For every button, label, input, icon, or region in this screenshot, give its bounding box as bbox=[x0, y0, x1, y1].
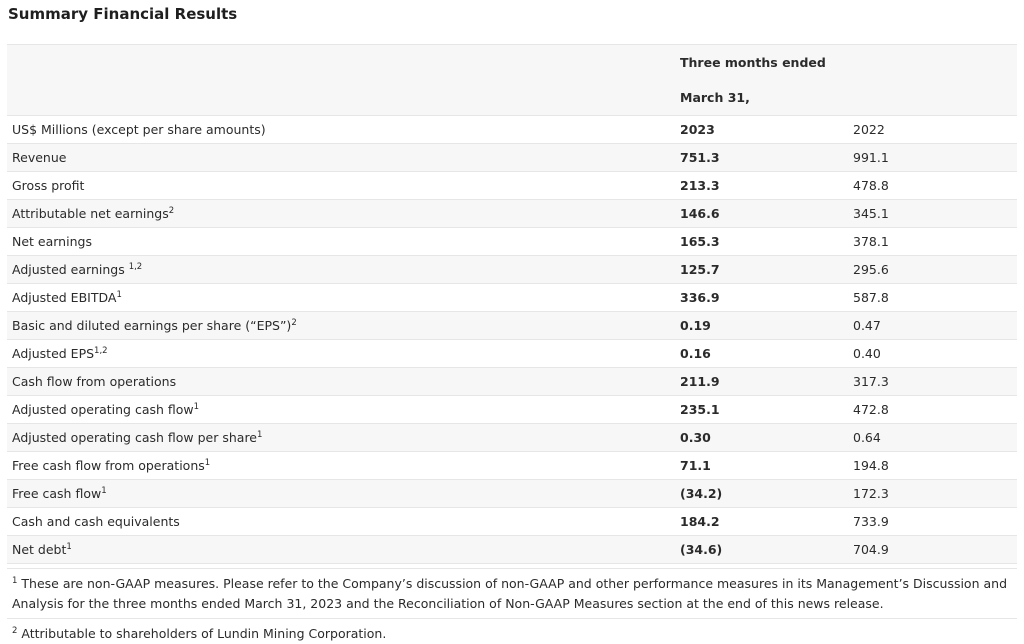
table-row bbox=[7, 172, 1017, 200]
row-value-2022: 172.3 bbox=[848, 480, 1017, 508]
table-row bbox=[7, 144, 1017, 172]
row-value-2022: 194.8 bbox=[848, 452, 1017, 480]
row-label-cell bbox=[7, 172, 675, 200]
row-label: Attributable net earnings bbox=[12, 206, 169, 221]
row-value-2022: 295.6 bbox=[848, 256, 1017, 284]
row-label-cell bbox=[7, 508, 675, 536]
row-label: Cash and cash equivalents bbox=[12, 514, 180, 529]
row-value-2022: 991.1 bbox=[848, 144, 1017, 172]
row-label-cell bbox=[7, 424, 675, 452]
table-row bbox=[7, 424, 1017, 452]
table-row bbox=[7, 340, 1017, 368]
row-label: Basic and diluted earnings per share (“EPS”) bbox=[12, 318, 292, 333]
row-label-cell bbox=[7, 200, 675, 228]
row-footnote-ref: 1 bbox=[116, 290, 122, 300]
row-value-2022: 472.8 bbox=[848, 396, 1017, 424]
row-value-2023: 235.1 bbox=[675, 396, 848, 424]
footnote-2-text: Attributable to shareholders of Lundin Mining Corporation. bbox=[17, 626, 387, 641]
row-footnote-ref: 1,2 bbox=[128, 262, 143, 272]
column-header-label: US$ Millions (except per share amounts) bbox=[7, 116, 675, 144]
row-value-2022: 345.1 bbox=[848, 200, 1017, 228]
table-row bbox=[7, 396, 1017, 424]
row-value-2023: 165.3 bbox=[675, 228, 848, 256]
row-label: Adjusted earnings bbox=[12, 262, 129, 277]
row-label-cell bbox=[7, 480, 675, 508]
row-value-2023: 751.3 bbox=[675, 144, 848, 172]
row-label: Net debt bbox=[12, 542, 67, 557]
table-row bbox=[7, 256, 1017, 284]
table-row bbox=[7, 508, 1017, 536]
row-value-2023: 213.3 bbox=[675, 172, 848, 200]
summary-financial-table bbox=[7, 44, 1017, 564]
row-label-cell bbox=[7, 396, 675, 424]
row-label-cell bbox=[7, 144, 675, 172]
footnote-1-mark: 1 bbox=[12, 576, 18, 586]
row-label: Gross profit bbox=[12, 178, 85, 193]
row-value-2023: (34.2) bbox=[675, 480, 848, 508]
row-label: Revenue bbox=[12, 150, 67, 165]
row-value-2022: 733.9 bbox=[848, 508, 1017, 536]
row-value-2022: 587.8 bbox=[848, 284, 1017, 312]
row-label-cell bbox=[7, 312, 675, 340]
row-value-2022: 317.3 bbox=[848, 368, 1017, 396]
footnote-2 bbox=[7, 618, 1017, 644]
table-row bbox=[7, 536, 1017, 564]
row-value-2022: 704.9 bbox=[848, 536, 1017, 564]
row-footnote-ref: 2 bbox=[168, 206, 175, 216]
row-value-2022: 378.1 bbox=[848, 228, 1017, 256]
footnote-1-text: These are non-GAAP measures. Please refer to the Company’s discussion of non-GAAP and other performance measures in its Management’s Discussion and Analysis for the three months ended March 31, 2023 and the Reconciliation of Non-GAAP Measures section at the end of this news release. bbox=[12, 576, 1007, 611]
row-value-2023: 71.1 bbox=[675, 452, 848, 480]
row-label: Free cash flow from operations bbox=[12, 458, 205, 473]
row-footnote-ref: 2 bbox=[291, 318, 297, 328]
period-header-cell bbox=[675, 45, 1017, 116]
row-footnote-ref: 1 bbox=[193, 402, 200, 412]
row-label: Adjusted EBITDA bbox=[12, 290, 117, 305]
row-value-2023: 0.16 bbox=[675, 340, 848, 368]
footnote-1 bbox=[7, 568, 1017, 618]
row-label-cell bbox=[7, 284, 675, 312]
column-header-2022: 2022 bbox=[848, 116, 1017, 144]
row-label-cell bbox=[7, 452, 675, 480]
row-label: Adjusted operating cash flow per share bbox=[12, 430, 257, 445]
row-label-cell bbox=[7, 340, 675, 368]
row-label-cell bbox=[7, 256, 675, 284]
table-column-header-row bbox=[7, 116, 1017, 144]
row-label-cell bbox=[7, 536, 675, 564]
row-label: Free cash flow bbox=[12, 486, 102, 501]
row-label-cell bbox=[7, 368, 675, 396]
table-row bbox=[7, 284, 1017, 312]
row-value-2023: 146.6 bbox=[675, 200, 848, 228]
row-value-2023: (34.6) bbox=[675, 536, 848, 564]
row-value-2023: 0.19 bbox=[675, 312, 848, 340]
row-footnote-ref: 1 bbox=[66, 542, 72, 552]
table-row bbox=[7, 200, 1017, 228]
period-header-line2: March 31, bbox=[680, 90, 750, 105]
row-footnote-ref: 1 bbox=[101, 486, 107, 496]
table-row bbox=[7, 452, 1017, 480]
row-label: Net earnings bbox=[12, 234, 92, 249]
period-header-line1: Three months ended bbox=[680, 55, 826, 70]
row-value-2023: 184.2 bbox=[675, 508, 848, 536]
footnote-2-mark: 2 bbox=[12, 626, 18, 636]
row-footnote-ref: 1 bbox=[257, 430, 263, 440]
row-value-2022: 0.40 bbox=[848, 340, 1017, 368]
column-header-2023: 2023 bbox=[675, 116, 848, 144]
row-value-2023: 0.30 bbox=[675, 424, 848, 452]
row-value-2023: 336.9 bbox=[675, 284, 848, 312]
row-value-2023: 125.7 bbox=[675, 256, 848, 284]
row-label-cell bbox=[7, 228, 675, 256]
table-row bbox=[7, 368, 1017, 396]
row-label: Adjusted operating cash flow bbox=[12, 402, 194, 417]
table-row bbox=[7, 312, 1017, 340]
row-label: Adjusted EPS bbox=[12, 346, 95, 361]
row-value-2022: 0.64 bbox=[848, 424, 1017, 452]
footnotes bbox=[7, 568, 1017, 644]
table-period-header-row bbox=[7, 45, 1017, 116]
row-footnote-ref: 1 bbox=[204, 458, 211, 468]
page-title: Summary Financial Results bbox=[8, 5, 238, 23]
table-row bbox=[7, 228, 1017, 256]
row-footnote-ref: 1,2 bbox=[94, 346, 108, 356]
header-empty-cell bbox=[7, 45, 675, 116]
row-value-2022: 0.47 bbox=[848, 312, 1017, 340]
row-value-2022: 478.8 bbox=[848, 172, 1017, 200]
row-value-2023: 211.9 bbox=[675, 368, 848, 396]
row-label: Cash flow from operations bbox=[12, 374, 177, 389]
table-row bbox=[7, 480, 1017, 508]
